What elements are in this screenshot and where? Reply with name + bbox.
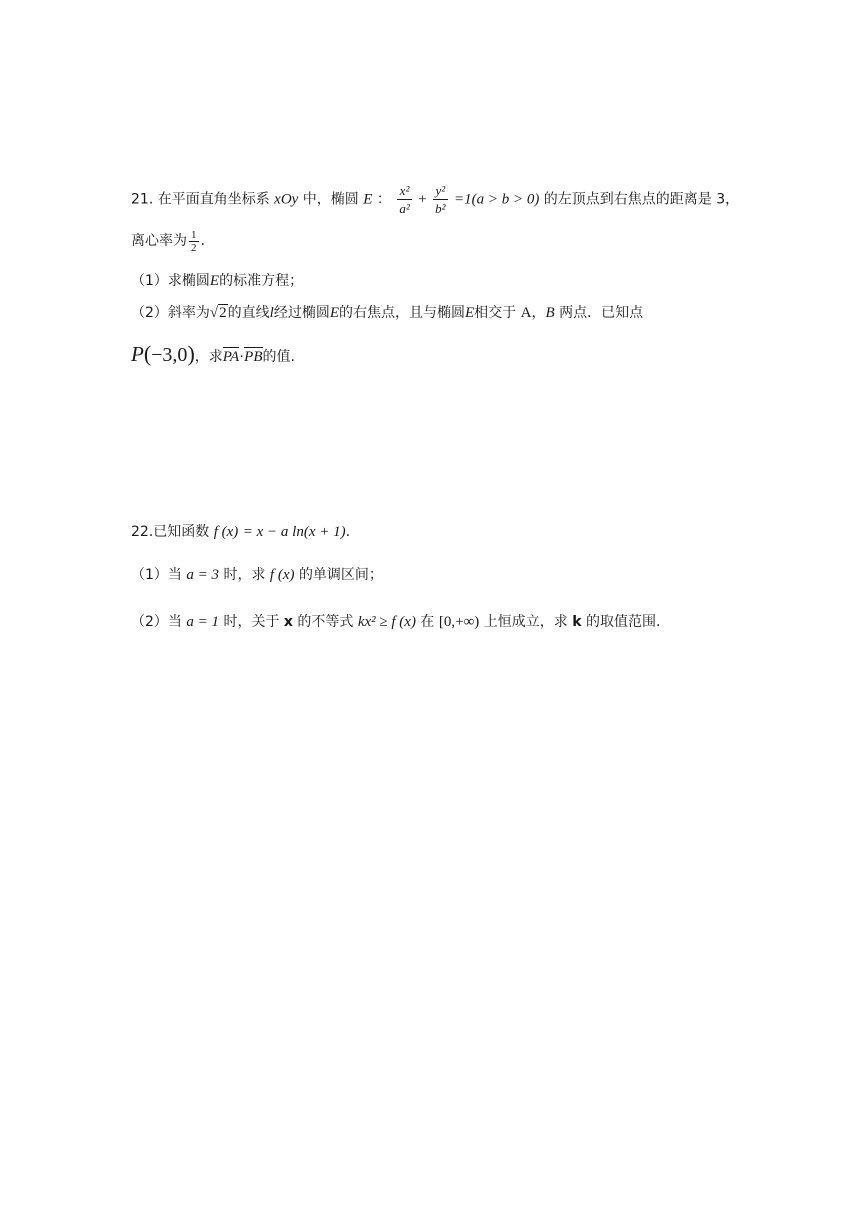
q21-part2-text-5: 相交于 — [474, 305, 517, 321]
ellipse-y-fraction — [433, 182, 447, 217]
q21-colon: ： — [376, 191, 391, 208]
q22-part1-condition: a = 3 — [186, 567, 219, 583]
q22-part2-text-4: 在 — [420, 614, 435, 630]
q21-part2-E1: E — [329, 305, 339, 321]
point-rparen: ) — [187, 341, 195, 366]
q21-part2-text-4: 的右焦点，且与椭圆 — [339, 305, 465, 321]
ecc-denominator: 2 — [191, 241, 197, 254]
q21-part-2 — [131, 303, 643, 323]
sqrt-argument: 2 — [219, 305, 227, 321]
ecc-end: . — [200, 233, 205, 249]
x-squared: x² — [397, 182, 411, 200]
q22-part1-text-3: 的单调区间； — [298, 567, 383, 583]
q22-part-2 — [131, 612, 660, 632]
q21-part1-text-2: 的标准方程； — [219, 273, 304, 289]
b-squared: b² — [435, 201, 446, 216]
q22-part1-label: （1） — [131, 567, 168, 583]
point-P: P — [131, 342, 144, 366]
point-P-coords — [131, 342, 195, 366]
q21-part1-E: E — [209, 273, 220, 289]
q22-stem-end: . — [345, 524, 351, 540]
q21-line-1 — [131, 182, 739, 217]
q21-number: 21. — [131, 191, 154, 208]
inequality: kx² ≥ f (x) — [357, 614, 416, 630]
q21-part2-comma: ， — [531, 305, 546, 321]
ellipse-name: E — [363, 191, 373, 208]
q21-part2-text-8: 的值. — [262, 349, 295, 365]
ellipse-x-fraction — [397, 182, 411, 217]
ecc-numerator: 1 — [191, 228, 197, 241]
q21-line-2 — [131, 228, 205, 254]
point-B: B — [545, 305, 555, 321]
variable-k: k — [572, 614, 582, 630]
q21-part2-E2: E — [465, 305, 475, 321]
q21-part1-text-1: 求椭圆 — [167, 273, 210, 289]
variable-x: x — [283, 614, 293, 630]
dot-product: · — [239, 349, 245, 365]
point-lparen: ( — [143, 341, 152, 366]
q21-part2-label: （2） — [131, 305, 168, 321]
q22-part2-text-1: 当 — [167, 614, 182, 630]
interval: [0,+∞) — [438, 614, 480, 630]
q22-part2-text-3: 的不等式 — [297, 614, 354, 630]
plus-sign: + — [418, 191, 427, 208]
q22-stem-1: 已知函数 — [153, 524, 210, 540]
q21-part2-text-2: 的直线 — [227, 305, 270, 321]
q22-part1-text-1: 当 — [167, 567, 182, 583]
line-l: l — [269, 305, 274, 321]
q21-part2-text-1: 斜率为 — [167, 305, 210, 321]
sqrt-two — [210, 304, 228, 321]
q22-part2-text-6: 的取值范围. — [585, 614, 661, 630]
coord-system: xOy — [274, 191, 299, 208]
q21-part2-text-6: 两点．已知点 — [559, 305, 644, 321]
sqrt-symbol: √ — [209, 305, 219, 321]
eccentricity-fraction — [189, 229, 199, 254]
q21-part-2-cont — [131, 339, 295, 372]
q22-part2-text-2: 时，关于 — [223, 614, 280, 630]
q21-part2-text-7: ，求 — [194, 349, 223, 365]
ellipse-equation-rhs: =1(a > b > 0) — [453, 191, 540, 208]
q22-line-1 — [131, 522, 350, 542]
q22-part2-label: （2） — [131, 614, 168, 630]
y-squared: y² — [433, 182, 447, 200]
q21-part-1 — [131, 271, 303, 291]
q21-stem-3: 的左顶点到右焦点的距离是 3， — [543, 191, 740, 208]
ecc-text: 离心率为 — [131, 233, 187, 249]
point-coords: −3,0 — [151, 344, 188, 366]
q21-stem-1: 在平面直角坐标系 — [157, 191, 270, 208]
q22-part-1 — [131, 565, 383, 585]
vector-PA: PA — [222, 349, 240, 365]
point-A: A — [520, 305, 532, 321]
q21-stem-2: 中，椭圆 — [302, 191, 359, 208]
function-rhs: = x − a ln(x + 1) — [242, 524, 346, 540]
a-squared: a² — [399, 201, 410, 216]
vector-PB: PB — [244, 349, 263, 365]
q22-part2-text-5: 上恒成立，求 — [483, 614, 568, 630]
q21-part1-label: （1） — [131, 273, 168, 289]
q21-part2-text-3: 经过椭圆 — [273, 305, 330, 321]
q22-number: 22. — [131, 524, 154, 540]
function-lhs: f (x) — [213, 524, 239, 540]
q22-part1-f: f (x) — [269, 567, 295, 583]
q22-part2-condition: a = 1 — [186, 614, 219, 630]
q22-part1-text-2: 时，求 — [223, 567, 266, 583]
